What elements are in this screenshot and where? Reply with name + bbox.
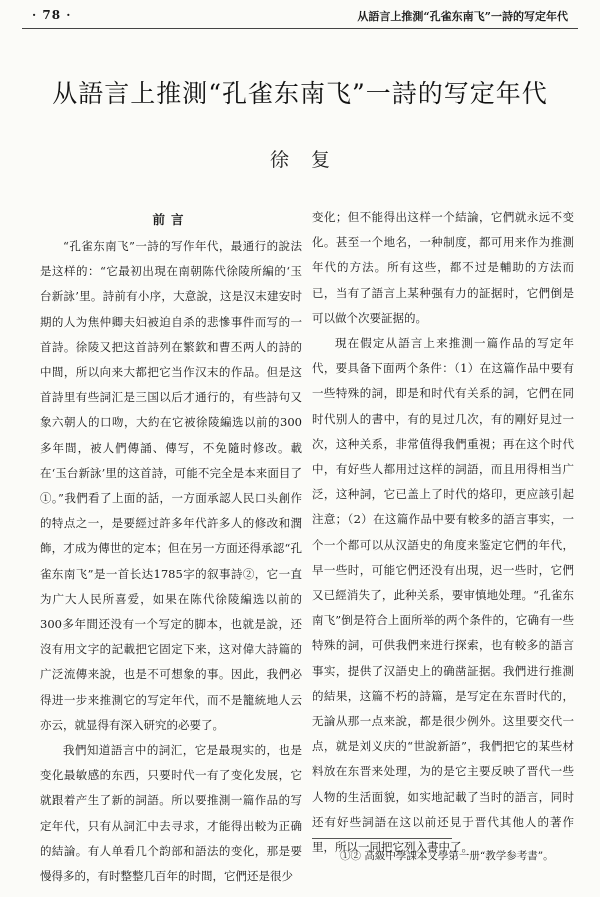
page-header [22,6,578,28]
paragraph: 我們知道語言中的詞汇，它是最現实的，也是变化最敏感的东西，只要时代一有了变化发展，它就跟着产生了新的詞語。所以要推測一篇作品的写定年代，只有从詞汇中去寻求，才能得出較为正确的結論。有人单看几个韵部和語法的变化，那是要慢得多的，有时整整几百年的时間，它們还是很少 [40,743,302,884]
article-author: 徐复 [269,149,352,171]
article-title: 从語言上推測“孔雀东南飞”一詩的写定年代 [52,79,548,108]
paragraph: “孔雀东南飞”一詩的写作年代，最通行的說法是这样的：“它最初出現在南朝陈代徐陵所編的‘玉台新詠’里。詩前有小序，大意說，这是汉末建安时期的人为焦仲卿夫妇被迫自杀的悲慘事件而写的一首詩。徐陵又把这首詩列在繁欽和曹丕两人的詩的中間，所以向来大都把它当作汉末的作品。但是这首詩里有些詞汇是三国以后才通行的，有些詩句又象六朝人的口吻，大約在它被徐陵編选以前的300多年間，被人們傳誦、傳写，不免隨时修改。載在‘玉台新詠’里的这首詩，可能不完全是本来面目了①。”我們看了上面的話，一方面承認人民口头創作的特点之一，是要經过許多年代許多人的修改和潤飾，才成为傳世的定本；但在另一方面还得承認“孔雀东南飞”是一首长达1785字的叙事詩②，它一直为广大人民所喜爱，如果在陈代徐陵編选以前的300多年間还没有一个写定的脚本，也就是說，还沒有用文字的記載把它固定下来，这对偉大詩篇的广泛流傳来說，也是不可想象的事。因此，我們必得进一步来推測它的写定年代，而不是籠統地人云亦云，就显得有深入研究的必要了。 [40,239,302,732]
running-title: 从語言上推測“孔雀东南飞”一詩的写定年代 [357,10,568,23]
header-divider [22,28,578,29]
paragraph: 現在假定从語言上来推測一篇作品的写定年代，要具备下面两个条件：（1）在这篇作品中要有一些特殊的詞，即是和时代有关系的詞，它們在同时代别人的書中，有的見过几次，有的剛好見过一次，这种关系，非常值得我們重視；再在这个时代中，有好些人都用过这样的詞語，而且用得相当广泛，这种詞，它已盖上了时代的烙印，更应該引起注意；（2）在这篇作品中要有較多的語言事实，一个一个都可以从汉語史的角度来鉴定它們的年代，早一些时，可能它們还没有出現，迟一些时，它們又已經消失了，此种关系，要审慎地处理。“孔雀东南飞”倒是符合上面所举的两个条件的，它确有一些特殊的詞，可供我們来进行探索，也有較多的語言事实，提供了汉語史上的确凿証据。我們进行推測的結果，这篇不朽的詩篇，是写定在东晋时代的，无論从那一点来說，都是很少例外。这里要交代一点，就是刘义庆的“世說新語”，我們把它的某些材料放在东晋来处理，为的是它主要反映了晋代一些人物的生活面貌，如实地記載了当时的語言，同时还有好些詞語在这以前还見于晋代其他人的著作里，所以一同把它列入書中了。 [312,336,574,855]
left-column [40,208,302,889]
footnote: ①② 高級中學課本文學第一册“教学参考書”。 [340,850,554,862]
paragraph: 变化；但不能得出这样一个結論，它們就永远不变化。甚至一个地名，一种制度，都可用来作为推測年代的方法。所有这些，都不过是輔助的方法而已，当有了語言上某种强有力的証据时，它們倒是可以做个次要証据的。 [312,210,574,325]
footnote-divider [312,838,452,839]
section-heading: 前言 [152,212,190,227]
right-column [312,205,574,860]
page-number: · 78 · [32,8,72,22]
